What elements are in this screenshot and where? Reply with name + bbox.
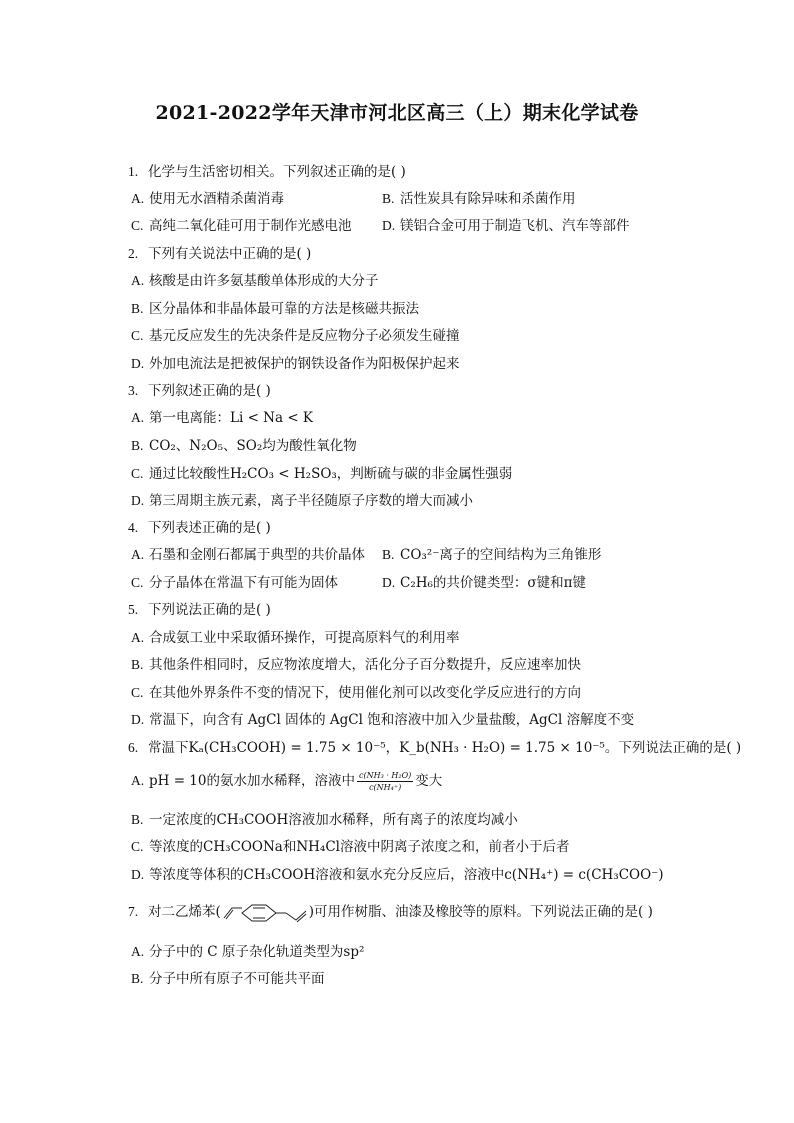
option-label: D. <box>131 867 145 882</box>
option-text: 等浓度的CH₃COONa和NH₄Cl溶液中阴离子浓度之和，前者小于后者 <box>149 839 570 855</box>
option-label: B. <box>131 657 144 672</box>
option-text: 高纯二氧化硅可用于制作光感电池 <box>149 218 352 234</box>
q3-option-a <box>131 409 313 427</box>
option-text: 区分晶体和非晶体最可靠的方法是核磁共振法 <box>149 301 419 317</box>
option-text: 活性炭具有除异味和杀菌作用 <box>400 191 576 207</box>
question-number: 7. <box>128 904 139 919</box>
question-number: 1. <box>128 164 139 179</box>
question-text: 下列有关说法中正确的是( ) <box>148 246 312 262</box>
option-label: B. <box>382 191 395 206</box>
q5-option-b <box>131 656 581 674</box>
option-text: CO₃²⁻离子的空间结构为三角锥形 <box>400 547 602 563</box>
fraction-numerator: c(NH₃ · H₂O) <box>359 771 412 780</box>
option-label: D. <box>382 575 396 590</box>
option-text: 基元反应发生的先决条件是反应物分子必须发生碰撞 <box>149 328 460 344</box>
q1-option-d <box>382 217 630 235</box>
option-text: 镁铝合金可用于制造飞机、汽车等部件 <box>400 218 630 234</box>
q6-option-d <box>131 866 664 884</box>
option-label: B. <box>131 301 144 316</box>
option-label: A. <box>131 547 145 562</box>
option-text: 分子中的 C 原子杂化轨道类型为sp² <box>149 944 365 960</box>
option-text-pre: pH = 10的氨水加水稀释，溶液中 <box>149 773 355 789</box>
option-text: 其他条件相同时，反应物浓度增大，活化分子百分数提升，反应速率加快 <box>149 657 581 673</box>
question-3-stem <box>128 382 271 400</box>
option-text: 常温下，向含有 AgCl 固体的 AgCl 饱和溶液中加入少量盐酸，AgCl 溶解度不变 <box>149 712 635 728</box>
option-label: D. <box>131 356 145 371</box>
option-label: C. <box>131 466 144 481</box>
option-text: 第三周期主族元素，离子半径随原子序数的增大而减小 <box>149 493 473 509</box>
option-label: A. <box>131 273 145 288</box>
q4-option-a <box>131 546 365 564</box>
option-label: D. <box>131 712 145 727</box>
option-text-post: 变大 <box>415 773 443 789</box>
q4-option-d <box>382 574 586 592</box>
q6-option-a <box>131 768 442 794</box>
q3-option-b <box>131 437 357 455</box>
fraction-denominator: c(NH₄⁺) <box>369 783 402 792</box>
option-label: C. <box>131 575 144 590</box>
q1-option-c <box>131 217 352 235</box>
page-title: 2021-2022学年天津市河北区高三（上）期末化学试卷 <box>155 102 639 124</box>
q2-option-a <box>131 272 379 290</box>
option-label: A. <box>131 410 145 425</box>
q6-option-c <box>131 838 569 856</box>
divinylbenzene-structure-icon <box>222 902 308 924</box>
option-text: 石墨和金刚石都属于典型的共价晶体 <box>149 547 365 563</box>
q4-option-b <box>382 546 601 564</box>
question-5-stem <box>128 601 271 619</box>
option-text: 分子晶体在常温下有可能为固体 <box>149 575 338 591</box>
option-text: 核酸是由许多氨基酸单体形成的大分子 <box>149 273 379 289</box>
option-label: C. <box>131 218 144 233</box>
option-text: 分子中所有原子不可能共平面 <box>149 971 325 987</box>
option-label: C. <box>131 328 144 343</box>
option-label: B. <box>131 971 144 986</box>
q2-option-b <box>131 300 419 318</box>
q1-option-a <box>131 190 284 208</box>
question-text: 下列表述正确的是( ) <box>148 520 271 536</box>
option-label: A. <box>131 191 145 206</box>
question-number: 2. <box>128 246 139 261</box>
question-number: 4. <box>128 520 139 535</box>
question-text-post: )可用作树脂、油漆及橡胶等的原料。下列说法正确的是( ) <box>308 904 653 920</box>
option-text: 第一电离能：Li < Na < K <box>149 410 314 426</box>
option-label: C. <box>131 839 144 854</box>
question-text: 下列叙述正确的是( ) <box>148 383 271 399</box>
question-7-stem <box>128 900 653 924</box>
concentration-ratio <box>357 770 413 793</box>
question-number: 6. <box>128 740 139 755</box>
option-label: D. <box>382 218 396 233</box>
q3-option-c <box>131 465 512 483</box>
question-1-stem <box>128 163 406 181</box>
option-text: 外加电流法是把被保护的钢铁设备作为阳极保护起来 <box>149 356 460 372</box>
q5-option-a <box>131 629 460 647</box>
q6-option-b <box>131 811 518 829</box>
question-4-stem <box>128 519 271 537</box>
q5-option-d <box>131 711 634 729</box>
option-text: 使用无水酒精杀菌消毒 <box>149 191 284 207</box>
option-label: B. <box>131 438 144 453</box>
question-text: 常温下Kₐ(CH₃COOH) = 1.75 × 10⁻⁵，K_b(NH₃ · H₂O) = 1.75 × 10⁻⁵。下列说法正确的是( ) <box>148 740 742 756</box>
option-text: 合成氨工业中采取循环操作，可提高原料气的利用率 <box>149 630 460 646</box>
option-label: A. <box>131 630 145 645</box>
q7-option-a <box>131 943 364 961</box>
q2-option-c <box>131 327 460 345</box>
q3-option-d <box>131 492 473 510</box>
question-text: 化学与生活密切相关。下列叙述正确的是( ) <box>148 164 406 180</box>
q1-option-b <box>382 190 576 208</box>
question-text-pre: 对二乙烯苯( <box>148 904 221 920</box>
option-text: 在其他外界条件不变的情况下，使用催化剂可以改变化学反应进行的方向 <box>149 685 581 701</box>
question-number: 3. <box>128 383 139 398</box>
option-text: C₂H₆的共价键类型：σ键和π键 <box>400 575 587 591</box>
question-2-stem <box>128 245 311 263</box>
q7-option-b <box>131 970 325 988</box>
option-label: D. <box>131 493 145 508</box>
q4-option-c <box>131 574 338 592</box>
option-label: B. <box>382 547 395 562</box>
option-label: A. <box>131 773 145 788</box>
option-label: A. <box>131 944 145 959</box>
option-text: 等浓度等体积的CH₃COOH溶液和氨水充分反应后，溶液中c(NH₄⁺) = c(CH₃COO⁻) <box>149 867 664 883</box>
option-text: 通过比较酸性H₂CO₃ < H₂SO₃，判断硫与碳的非金属性强弱 <box>149 466 513 482</box>
option-label: C. <box>131 685 144 700</box>
q2-option-d <box>131 355 460 373</box>
q5-option-c <box>131 684 581 702</box>
question-6-stem <box>128 739 741 757</box>
question-text: 下列说法正确的是( ) <box>148 602 271 618</box>
option-text: 一定浓度的CH₃COOH溶液加水稀释，所有离子的浓度均减小 <box>149 812 518 828</box>
question-number: 5. <box>128 602 139 617</box>
option-label: B. <box>131 812 144 827</box>
option-text: CO₂、N₂O₅、SO₂均为酸性氧化物 <box>149 438 357 454</box>
